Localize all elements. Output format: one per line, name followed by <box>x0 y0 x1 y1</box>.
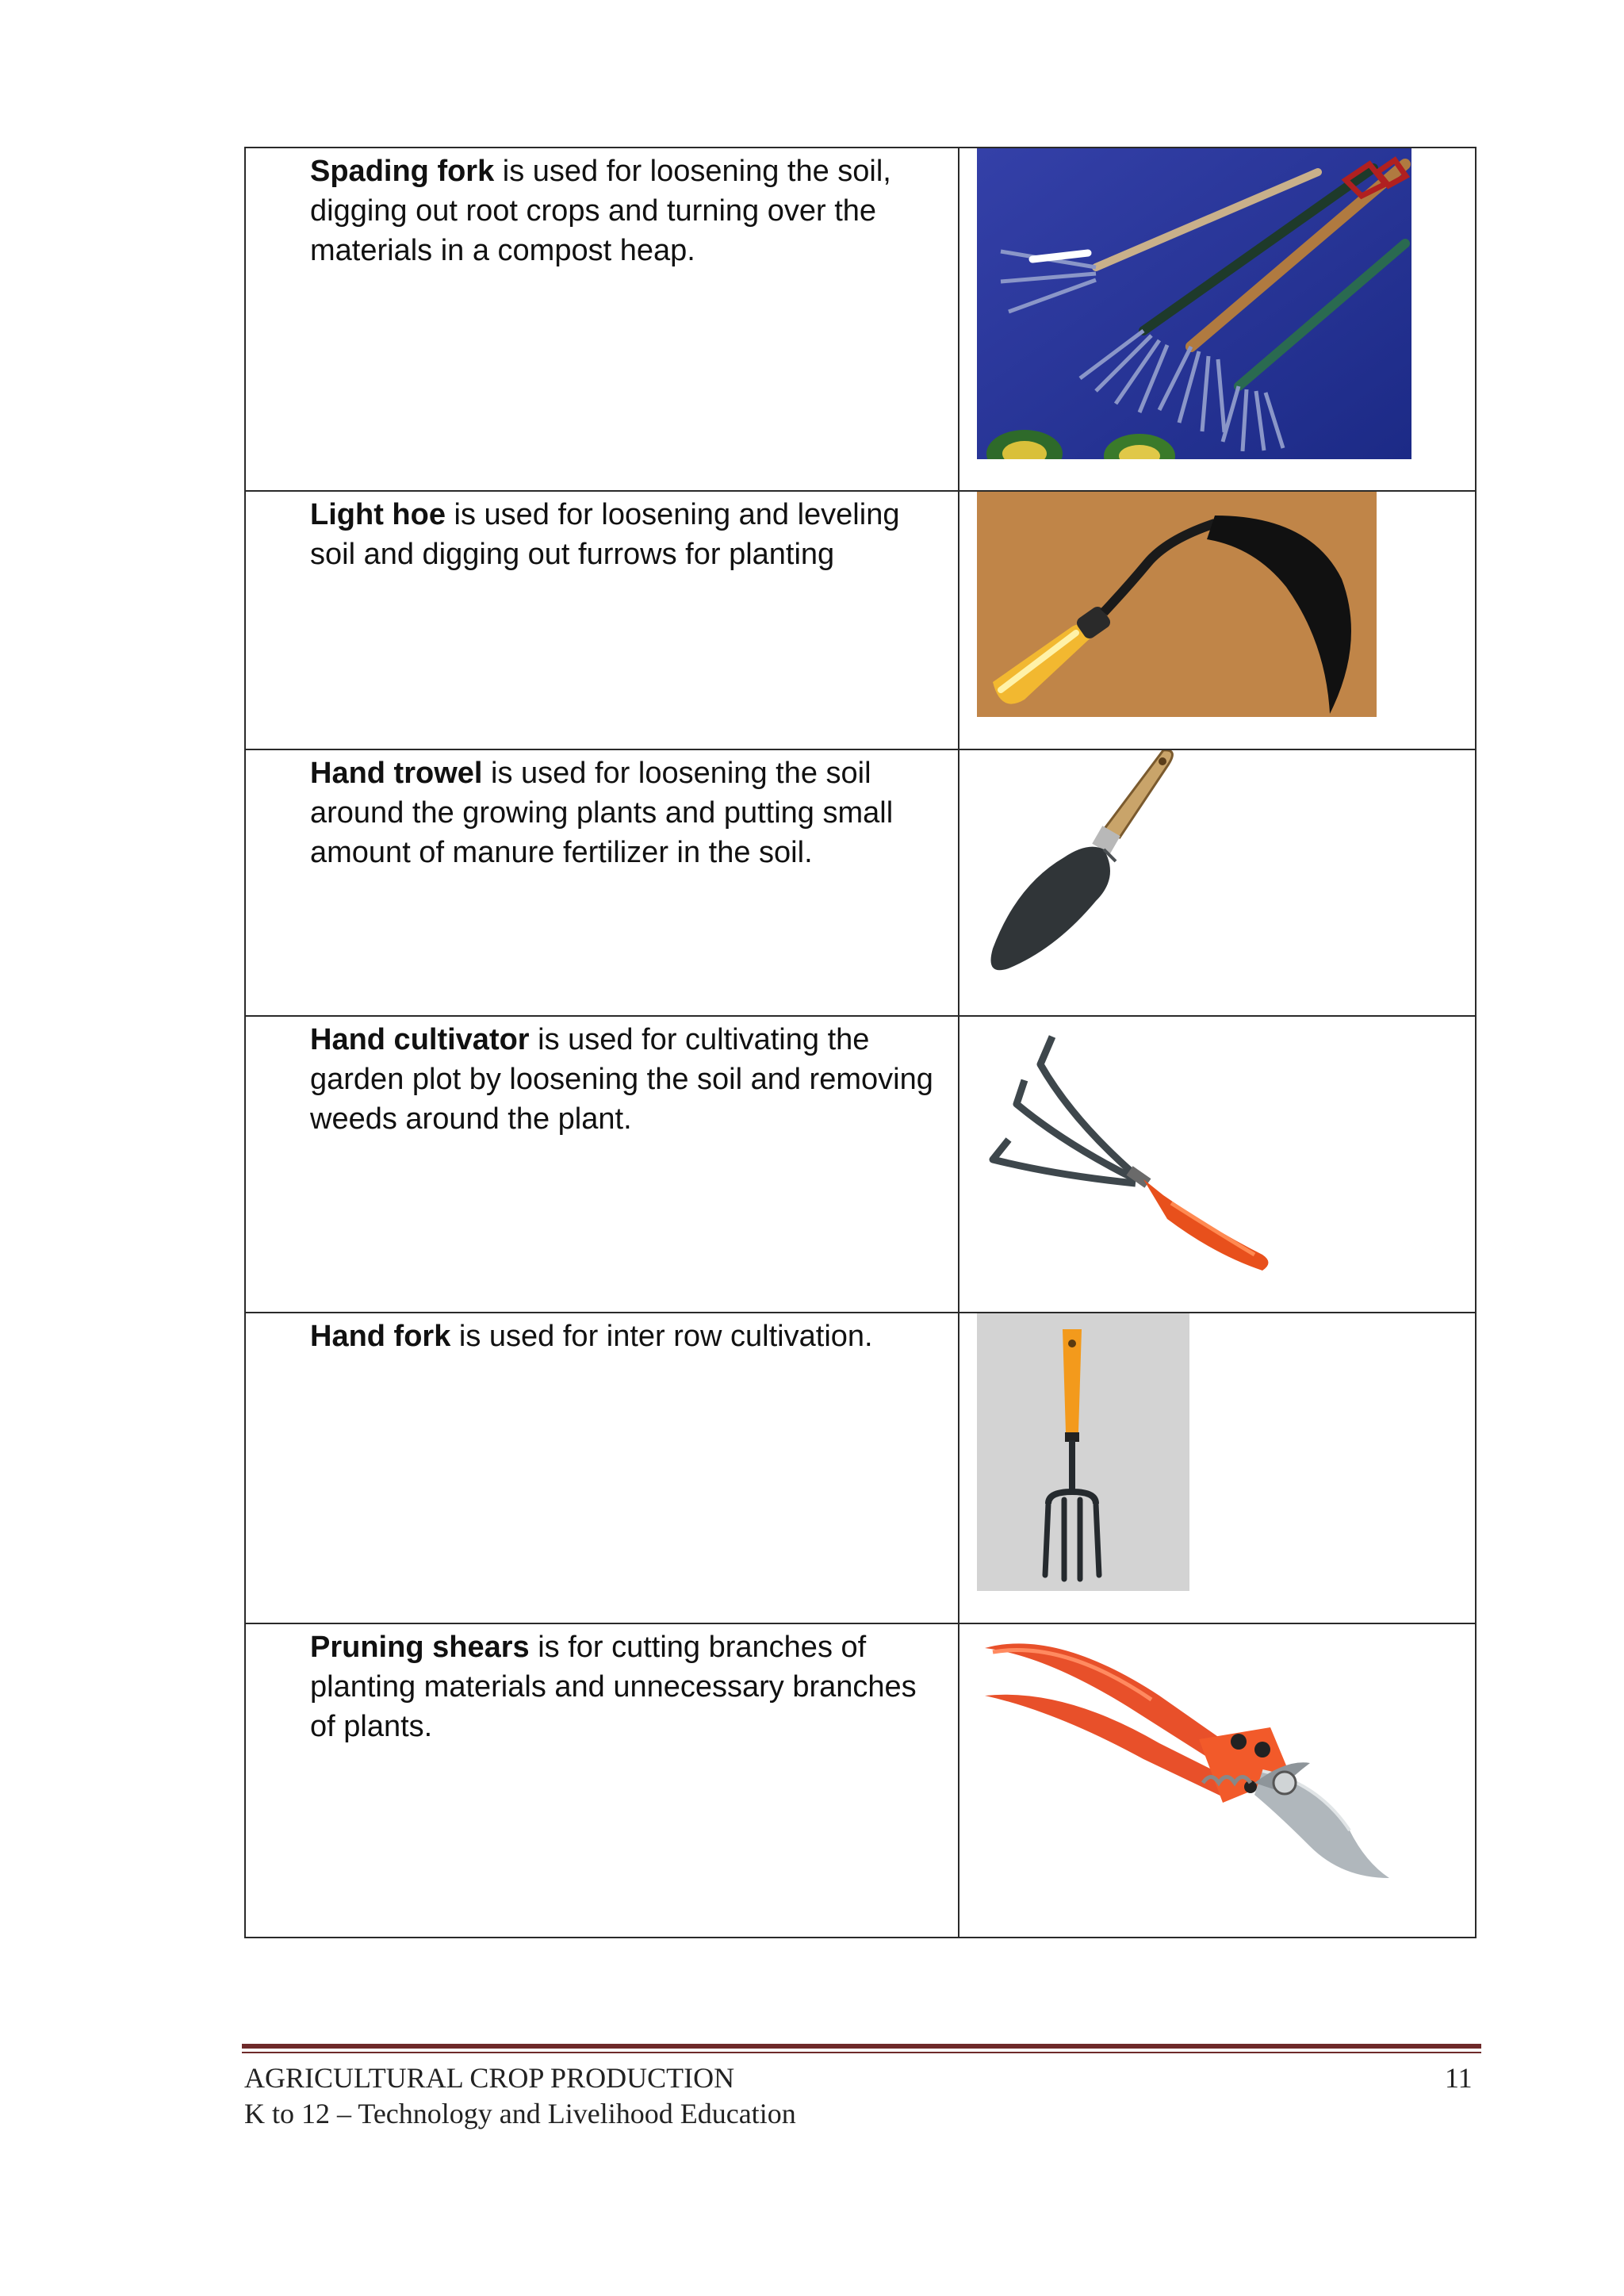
description-cell <box>245 148 959 491</box>
tool-name: Hand cultivator <box>310 1023 530 1056</box>
image-cell <box>959 148 1476 491</box>
image-cell <box>959 1623 1476 1938</box>
table-row <box>245 1313 1476 1623</box>
image-cell <box>959 1016 1476 1313</box>
hand-cultivator-image <box>977 1017 1294 1278</box>
tool-description-text: is used for loosening the soil, digging out root crops and turning over the materials in a compost heap. <box>310 155 891 267</box>
description-cell <box>245 491 959 749</box>
hand-fork-image <box>977 1313 1189 1591</box>
tool-name: Hand fork <box>310 1320 451 1353</box>
tool-description <box>310 151 944 270</box>
tool-description-text: is used for loosening the soil around the growing plants and putting small amount of manure fertilizer in the soil. <box>310 757 894 869</box>
tools-table <box>244 147 1477 1938</box>
tool-description <box>310 753 944 872</box>
table-row <box>245 148 1476 491</box>
image-cell <box>959 1313 1476 1623</box>
tool-description <box>310 1627 944 1746</box>
table-row <box>245 491 1476 749</box>
tool-description-text: is used for loosening and leveling soil and digging out furrows for planting <box>310 498 900 571</box>
table-row <box>245 1016 1476 1313</box>
tool-name: Light hoe <box>310 498 446 531</box>
hand-trowel-image <box>977 750 1326 988</box>
description-cell <box>245 749 959 1016</box>
tool-description-text: is used for inter row cultivation. <box>450 1320 873 1353</box>
description-cell <box>245 1313 959 1623</box>
footer-rule-thick <box>242 2044 1481 2049</box>
tool-name: Spading fork <box>310 155 495 188</box>
description-cell <box>245 1016 959 1313</box>
image-cell <box>959 491 1476 749</box>
table-row <box>245 749 1476 1016</box>
light-hoe-image <box>977 492 1377 717</box>
tool-description-text: is for cutting branches of planting materials and unnecessary branches of plants. <box>310 1631 917 1743</box>
pruning-shears-image <box>977 1624 1405 1910</box>
page-number: 11 <box>1445 2062 1473 2094</box>
table-row <box>245 1623 1476 1938</box>
description-cell <box>245 1623 959 1938</box>
footer-subtitle: K to 12 – Technology and Livelihood Education <box>244 2098 796 2129</box>
footer-title: AGRICULTURAL CROP PRODUCTION <box>244 2062 735 2094</box>
tool-description <box>310 1317 944 1356</box>
spading-fork-image <box>977 148 1411 459</box>
tool-description-text: is used for cultivating the garden plot by loosening the soil and removing weeds around the plant. <box>310 1023 933 1136</box>
tool-name: Hand trowel <box>310 757 483 790</box>
image-cell <box>959 749 1476 1016</box>
tool-description <box>310 495 944 574</box>
footer-rule-thin <box>242 2052 1481 2053</box>
tool-description <box>310 1020 944 1139</box>
tool-name: Pruning shears <box>310 1631 530 1664</box>
